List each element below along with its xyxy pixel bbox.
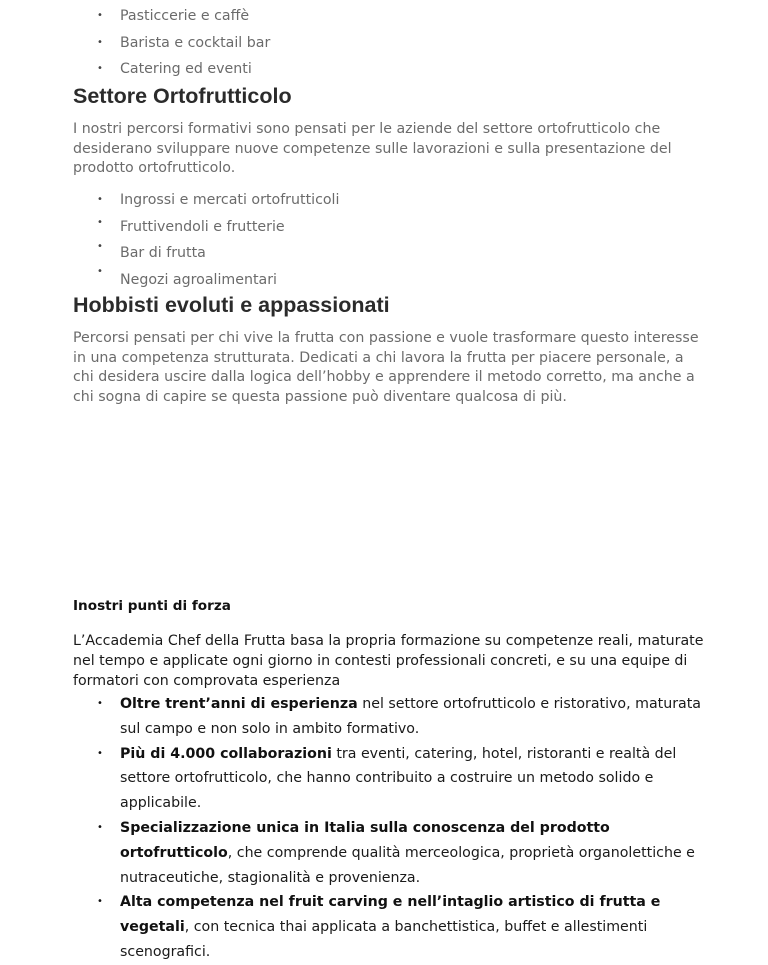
bullet-icon: • (97, 896, 103, 908)
intro-ortofrutticolo: I nostri percorsi formativi sono pensati per le aziende del settore ortofrutticolo che desiderano sviluppare nuove competenze sulle lavorazioni e sulla presentazione del prodotto ortofrutticolo. (73, 121, 672, 177)
bullet-icon: • (97, 747, 103, 759)
bullet-icon: • (97, 194, 103, 205)
bullet-icon: • (97, 63, 103, 74)
bullet-icon: • (97, 10, 103, 21)
list-item: • Alta competenza nel fruit carving e nell’intaglio artistico di frutta e vegetali, con tecnica thai applicata a banchettistica, buffet e allestimenti scenografici. (73, 890, 713, 964)
bullet-icon: • (97, 36, 103, 48)
list-item: • Barista e cocktail bar (73, 30, 270, 57)
list-item: • Specializzazione unica in Italia sulla conoscenza del prodotto ortofrutticolo, che comprende qualità merceologica, proprietà organolettiche e nutraceutiche, stagionalità e provenienza. (73, 816, 713, 890)
strengths-intro: L’Accademia Chef della Frutta basa la propria formazione su competenze reali, maturate nel tempo e applicate ogni giorno in contesti professionali concreti, e su una equipe di formatori con comprovata esperienza (73, 633, 704, 689)
strengths-title: Inostri punti di forza (73, 598, 231, 614)
list-item: • Più di 4.000 collaborazioni tra eventi, catering, hotel, ristoranti e realtà del settore ortofrutticolo, che hanno contribuito a costruire un metodo solido e applicabile. (73, 742, 713, 816)
top-list (73, 3, 270, 83)
list-item: • Catering ed eventi (73, 56, 270, 83)
heading-ortofrutticolo: Settore Ortofrutticolo (73, 84, 292, 108)
intro-hobbisti: Percorsi pensati per chi vive la frutta con passione e vuole trasformare questo interesse in una competenza strutturata. Dedicati a chi lavora la frutta per piacere personale, a chi desidera uscire dalla logica dell’hobby e apprendere il metodo corretto, ma anche a chi sogna di capire se questa passione può diventare qualcosa di più. (73, 330, 699, 405)
bullet-icon: • (97, 821, 103, 833)
list-item: • Oltre trent’anni di esperienza nel settore ortofrutticolo e ristorativo, maturata sul campo e non solo in ambito formativo. (73, 692, 713, 742)
list-item: • Negozi agroalimentari (73, 267, 339, 294)
bullet-icon: • (97, 265, 103, 277)
list-item: • Fruttivendoli e frutterie (73, 214, 339, 241)
ortofrutticolo-list (73, 187, 339, 293)
bullet-icon: • (97, 216, 103, 228)
list-item: • Bar di frutta (73, 240, 339, 267)
heading-hobbisti: Hobbisti evoluti e appassionati (73, 293, 390, 317)
bullet-icon: • (97, 241, 103, 252)
list-item: • Pasticcerie e caffè (73, 3, 270, 30)
strengths-list (73, 692, 713, 965)
bullet-icon: • (97, 698, 103, 709)
list-item: • Ingrossi e mercati ortofrutticoli (73, 187, 339, 214)
